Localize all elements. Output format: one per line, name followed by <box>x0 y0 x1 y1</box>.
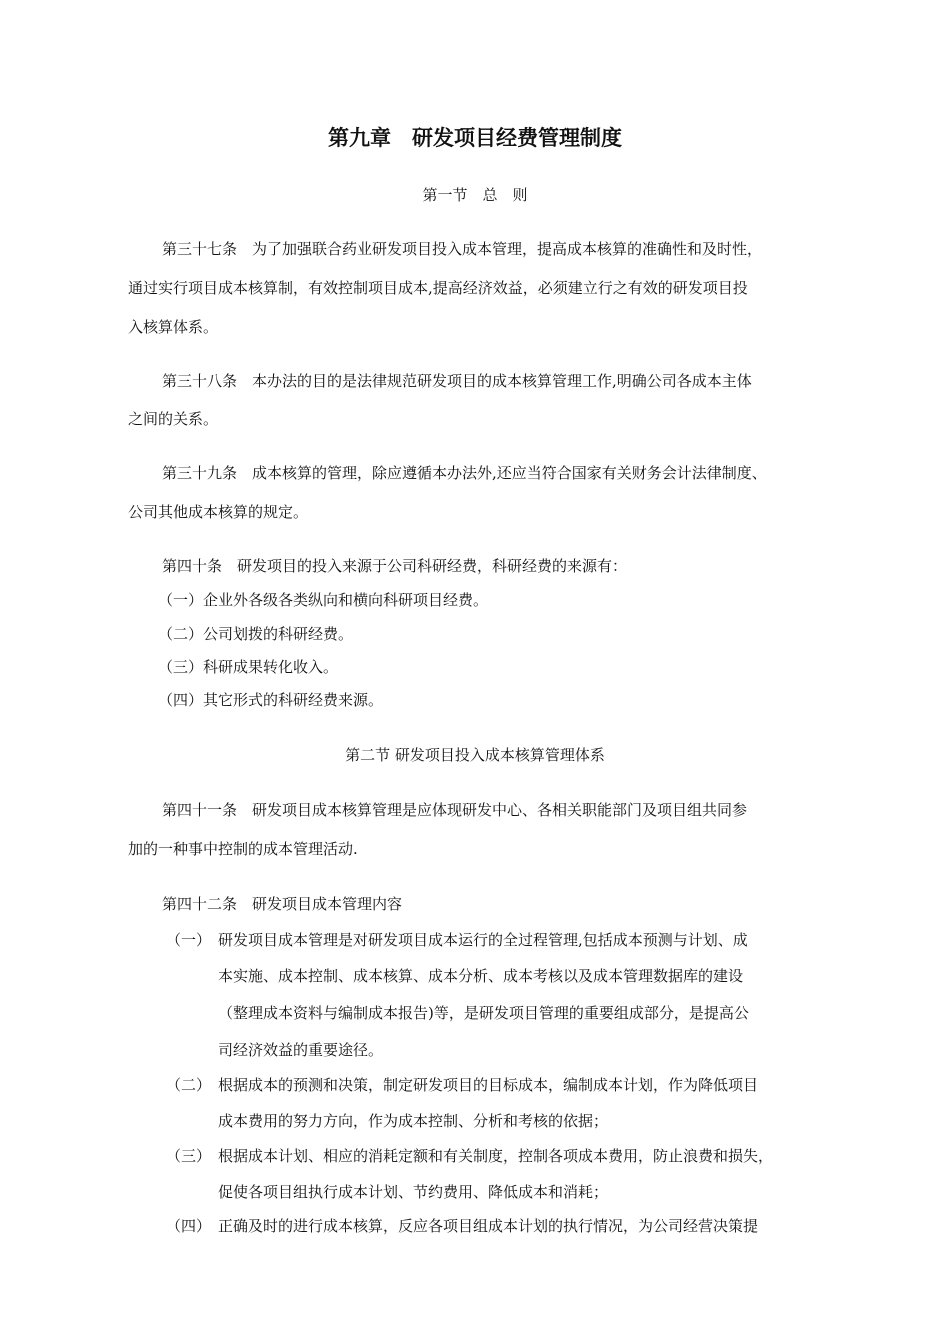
list-item-line: 研发项目成本管理是对研发项目成本运行的全过程管理,包括成本预测与计划、成 <box>218 931 748 949</box>
paragraph-line: 第三十七条 为了加强联合药业研发项目投入成本管理，提高成本核算的准确性和及时性， <box>162 240 763 258</box>
list-item: （四）其它形式的科研经费来源。 <box>158 691 384 709</box>
list-item-line: 正确及时的进行成本核算，反应各项目组成本计划的执行情况，为公司经营决策提 <box>218 1217 759 1235</box>
paragraph-line: 第三十九条 成本核算的管理，除应遵循本办法外,还应当符合国家有关财务会计法律制度、 <box>162 464 767 482</box>
list-item-line: 根据成本计划、相应的消耗定额和有关制度，控制各项成本费用，防止浪费和损失， <box>218 1147 774 1165</box>
list-marker: （四） <box>166 1217 212 1235</box>
list-item: （一）企业外各级各类纵向和横向科研项目经费。 <box>158 591 489 609</box>
paragraph-line: 第四十一条 研发项目成本核算管理是应体现研发中心、各相关职能部门及项目组共同参 <box>162 801 748 819</box>
chapter-title: 第九章 研发项目经费管理制度 <box>328 125 622 150</box>
list-marker: （二） <box>166 1076 212 1094</box>
list-item: （二）公司划拨的科研经费。 <box>158 625 354 643</box>
paragraph-line: 通过实行项目成本核算制，有效控制项目成本,提高经济效益，必须建立行之有效的研发项目投 <box>128 279 748 297</box>
list-item-line: 本实施、成本控制、成本核算、成本分析、成本考核以及成本管理数据库的建设 <box>218 967 744 985</box>
article-intro: 第四十条 研发项目的投入来源于公司科研经费，科研经费的来源有： <box>162 557 628 575</box>
article-intro: 第四十二条 研发项目成本管理内容 <box>162 895 403 913</box>
paragraph-line: 公司其他成本核算的规定。 <box>128 503 309 521</box>
list-item: （三）科研成果转化收入。 <box>158 658 339 676</box>
list-item-line: （整理成本资料与编制成本报告)等，是研发项目管理的重要组成部分，是提高公 <box>218 1004 749 1022</box>
paragraph-line: 加的一种事中控制的成本管理活动. <box>128 840 358 858</box>
list-item-line: 促使各项目组执行成本计划、节约费用、降低成本和消耗； <box>218 1183 609 1201</box>
list-item-line: 成本费用的努力方向，作为成本控制、分析和考核的依据； <box>218 1112 609 1130</box>
list-marker: （一） <box>166 931 212 949</box>
list-item-line: 根据成本的预测和决策，制定研发项目的目标成本，编制成本计划，作为降低项目 <box>218 1076 759 1094</box>
paragraph-line: 入核算体系。 <box>128 318 219 336</box>
section-heading-2: 第二节 研发项目投入成本核算管理体系 <box>345 746 605 764</box>
section-heading-1: 第一节 总 则 <box>422 186 528 204</box>
list-marker: （三） <box>166 1147 212 1165</box>
paragraph-line: 之间的关系。 <box>128 410 219 428</box>
paragraph-line: 第三十八条 本办法的目的是法律规范研发项目的成本核算管理工作,明确公司各成本主体 <box>162 372 752 390</box>
list-item-line: 司经济效益的重要途径。 <box>218 1041 384 1059</box>
